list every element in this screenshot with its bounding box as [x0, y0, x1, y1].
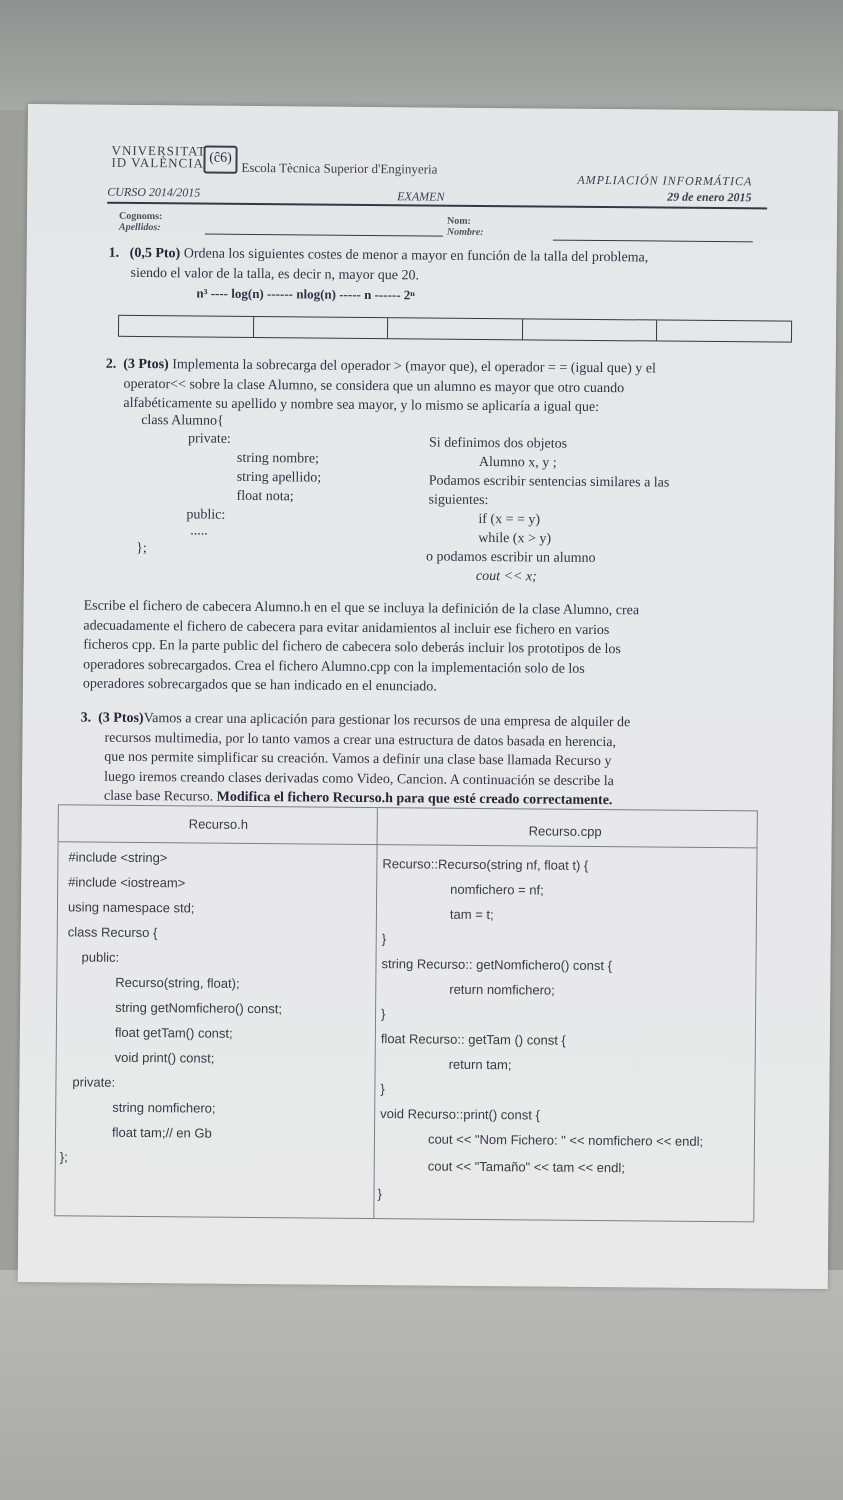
cpp-line: string Recurso:: getNomfichero() const { — [381, 956, 613, 974]
q2-public: public: — [186, 507, 226, 523]
question-2 — [105, 355, 656, 418]
cpp-line: } — [380, 1081, 385, 1097]
university-line2: ID VALÈNCIA — [111, 154, 205, 171]
subject-title: AMPLIACIÓN INFORMÁTICA — [577, 172, 753, 189]
exam-date: 29 de enero 2015 — [667, 189, 752, 205]
name-labels — [447, 216, 484, 238]
question-3 — [80, 708, 631, 810]
name-field[interactable] — [553, 240, 753, 243]
q3-instruction-bold: Modifica el fichero Recurso.h para que esté creado correctamente. — [216, 789, 613, 809]
q2-right-line4: siguientes: — [428, 492, 489, 509]
q2-para-line5: operadores sobrecargados que se han indicado en el enunciado. — [82, 676, 437, 695]
university-name — [111, 142, 207, 171]
q2-right-line1: Si definimos dos objetos — [428, 435, 568, 452]
h-line: float tam;// en Gb — [111, 1124, 212, 1141]
answer-cell-3[interactable] — [388, 318, 523, 339]
code-table-header-rule — [59, 841, 757, 848]
recurso-h-header: Recurso.h — [188, 816, 249, 832]
q3-points: (3 Ptos) — [98, 710, 144, 727]
nombre-label: Nombre: — [446, 226, 484, 238]
q2-dots: ..... — [190, 523, 208, 539]
answer-cell-2[interactable] — [254, 317, 389, 338]
q2-right-line3: Podamos escribir sentencias similares a las — [428, 473, 670, 491]
q3-number: 3. — [80, 710, 92, 726]
q3-line1: Vamos a crear una aplicación para gestionar los recursos de una empresa de alquiler de — [143, 711, 631, 731]
nom-label: Nom: — [446, 215, 471, 227]
q2-class-end: }; — [136, 540, 147, 557]
q1-text-line1: Ordena los siguientes costes de menor a mayor en función de la talla del problema, — [180, 246, 649, 266]
q2-private: private: — [188, 431, 231, 447]
q2-para-line1: Escribe el fichero de cabecera Alumno.h en el que se incluya la definición de la clase Alumno, crea — [83, 598, 640, 619]
cpp-line: float Recurso:: getTam () const { — [380, 1031, 566, 1048]
h-line: string nomfichero; — [112, 1099, 216, 1116]
h-line: float getTam() const; — [114, 1024, 233, 1041]
q2-right-line6: while (x > y) — [478, 530, 552, 547]
q2-field-apellido: string apellido; — [236, 469, 322, 486]
cpp-line: return nomfichero; — [449, 981, 555, 998]
q1-costs: n³ ---- log(n) ------ nlog(n) ----- n ------ 2ⁿ — [196, 285, 415, 303]
recurso-code-table — [54, 804, 758, 1222]
h-line: Recurso(string, float); — [115, 974, 240, 991]
q2-para-line3: ficheros cpp. En la parte public del fichero de cabecera solo deberás incluir los prototipos de los — [83, 637, 621, 658]
h-line: #include <string> — [68, 849, 168, 866]
exam-label: EXAMEN — [397, 189, 445, 204]
cpp-line: tam = t; — [449, 906, 494, 923]
course-year: CURSO 2014/2015 — [107, 184, 201, 200]
cpp-line: cout << "Tamaño" << tam << endl; — [427, 1158, 625, 1176]
cpp-line: return tam; — [448, 1056, 512, 1073]
surname-field[interactable] — [205, 234, 443, 237]
q2-instructions — [83, 597, 639, 699]
q2-right-line5: if (x = = y) — [478, 511, 541, 528]
logo-glyph: (ĉ6) — [209, 150, 232, 166]
q2-para-line4: operadores sobrecargados. Crea el fichero Alumno.cpp con la implementación solo de los — [83, 657, 585, 677]
q2-number: 2. — [105, 356, 117, 372]
q3-line5a: clase base Recurso. — [103, 788, 217, 805]
cpp-line: } — [381, 1006, 386, 1022]
h-line: void print() const; — [114, 1049, 215, 1066]
answer-cell-5[interactable] — [657, 321, 791, 342]
q3-line4: luego iremos creando clases derivadas como Video, Cancion. A continuación se describe la — [104, 769, 614, 789]
q2-class-line: class Alumno{ — [141, 413, 224, 429]
q2-right-line7: o podamos escribir un alumno — [425, 549, 596, 566]
university-logo-icon — [203, 146, 237, 174]
q1-number: 1. — [108, 245, 120, 261]
cpp-line: nomfichero = nf; — [450, 881, 544, 898]
background-top — [0, 0, 843, 110]
q3-line3: que nos permite simplificar su creación. Vamos a definir una clase base llamada Recurso y — [104, 749, 612, 770]
cpp-line: cout << "Nom Fichero: " << nomfichero << endl; — [427, 1131, 704, 1149]
cpp-line: void Recurso::print() const { — [380, 1106, 540, 1123]
surname-labels — [119, 211, 163, 233]
cpp-line: } — [377, 1186, 382, 1202]
q2-right-line8: cout << x; — [475, 568, 537, 585]
h-line: #include <iostream> — [68, 874, 186, 891]
cognoms-label: Cognoms: — [118, 210, 163, 223]
background-table-surface — [0, 1270, 843, 1500]
apellidos-label: Apellidos: — [118, 221, 161, 234]
q1-text-line2: siendo el valor de la talla, es decir n, mayor que 20. — [130, 265, 420, 283]
q2-points: (3 Ptos) — [123, 356, 169, 373]
answer-cell-4[interactable] — [523, 319, 658, 340]
q2-line2: operator<< sobre la clase Alumno, se considera que un alumno es mayor que otro cuando — [123, 376, 625, 396]
q1-points: (0,5 Pto) — [129, 245, 181, 262]
h-line: class Recurso { — [67, 924, 158, 941]
q1-answer-table[interactable] — [118, 315, 792, 343]
h-line: private: — [72, 1074, 116, 1090]
school-name: Escola Tècnica Superior d'Enginyeria — [241, 159, 438, 177]
answer-cell-1[interactable] — [119, 316, 254, 337]
code-table-divider — [373, 808, 378, 1218]
h-line: using namespace std; — [67, 899, 195, 916]
q2-field-nombre: string nombre; — [236, 450, 320, 467]
cpp-line: } — [381, 931, 387, 947]
cpp-line: Recurso::Recurso(string nf, float t) { — [382, 856, 589, 873]
university-line1: VNIVERSITAT — [111, 142, 207, 159]
h-line: }; — [59, 1149, 68, 1165]
h-line: public: — [81, 949, 120, 965]
q3-line2: recursos multimedia, por lo tanto vamos a crear una estructura de datos basada en herencia, — [104, 730, 617, 750]
q2-para-line2: adecuadamente el fichero de cabecera para evitar anidamientos al incluir ese fichero en varios — [83, 618, 610, 638]
h-line: string getNomfichero() const; — [115, 999, 283, 1017]
exam-paper — [18, 104, 838, 1289]
question-1 — [108, 244, 648, 307]
q2-line1: Implementa la sobrecarga del operador > (mayor que), el operador = = (igual que) y el — [168, 357, 656, 377]
recurso-cpp-header: Recurso.cpp — [528, 823, 602, 840]
q2-field-nota: float nota; — [236, 488, 294, 505]
q2-line3: alfabéticamente su apellido y nombre sea mayor, y lo mismo se aplicaría a igual que: — [123, 395, 600, 415]
q2-right-line2: Alumno x, y ; — [478, 454, 557, 471]
